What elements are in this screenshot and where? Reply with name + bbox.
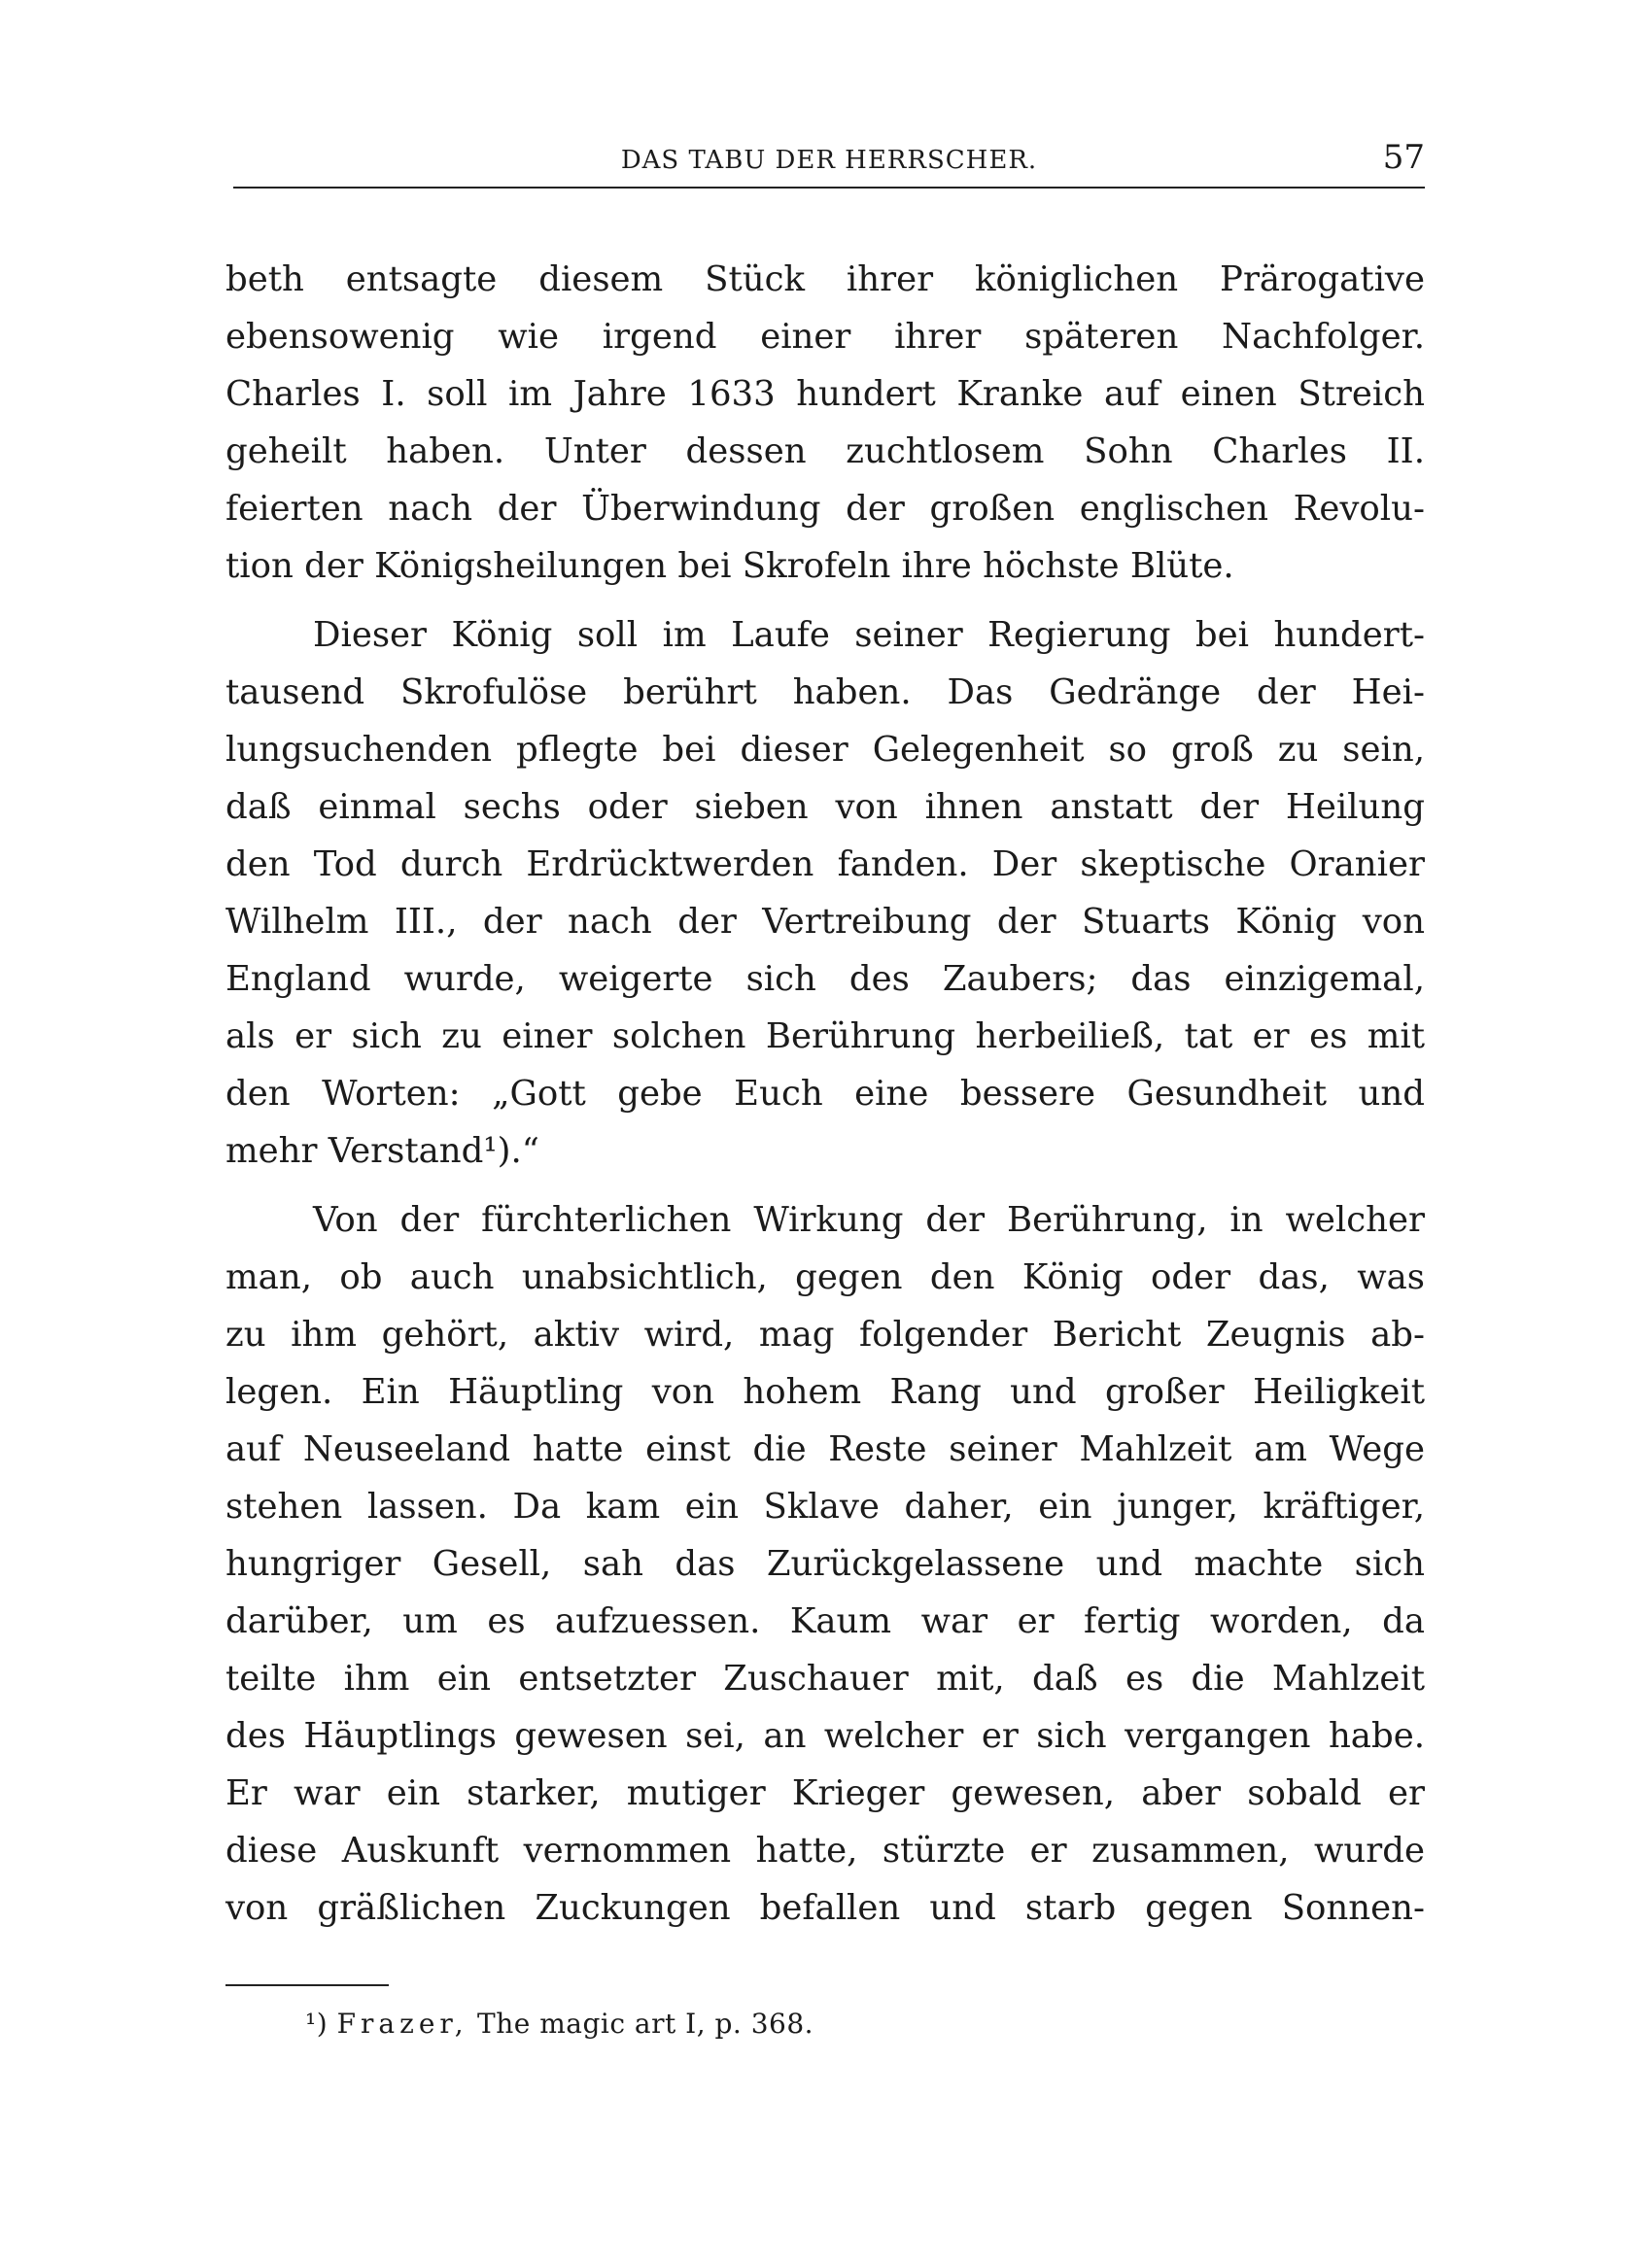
text-line: beth entsagte diesem Stück ihrer königlichen Prärogative [225,259,1425,299]
text-line: Wilhelm III., der nach der Vertreibung der Stuarts König von [225,902,1425,942]
footnote-text: The magic art I, p. 368. [477,2008,814,2040]
text-line: ebensowenig wie irgend einer ihrer späteren Nachfolger. [225,317,1425,357]
running-header [233,138,1425,189]
text-line: tausend Skrofulöse berührt haben. Das Gedränge der Hei- [225,672,1425,712]
text-line: Von der fürchterlichen Wirkung der Berührung, in welcher [313,1200,1425,1240]
text-line: Dieser König soll im Laufe seiner Regierung bei hundert- [313,615,1425,655]
text-line: von gräßlichen Zuckungen befallen und starb gegen Sonnen- [225,1888,1425,1928]
text-line: lungsuchenden pflegte bei dieser Gelegenheit so groß zu sein, [225,730,1425,770]
text-line: legen. Ein Häuptling von hohem Rang und großer Heiligkeit [225,1372,1425,1412]
text-line: den Worten: „Gott gebe Euch eine bessere Gesundheit und [225,1074,1425,1114]
text-line: feierten nach der Überwindung der großen englischen Revolu- [225,489,1425,529]
text-line: mehr Verstand¹).“ [225,1131,539,1171]
text-line: darüber, um es aufzuessen. Kaum war er fertig worden, da [225,1601,1425,1641]
page-number: 57 [1382,138,1425,177]
text-line: des Häuptlings gewesen sei, an welcher er sich vergangen habe. [225,1716,1425,1756]
text-line: Charles I. soll im Jahre 1633 hundert Kranke auf einen Streich [225,374,1425,414]
footnote-marker: ¹) [305,2008,329,2040]
text-line: diese Auskunft vernommen hatte, stürzte er zusammen, wurde [225,1831,1425,1871]
text-line: zu ihm gehört, aktiv wird, mag folgender Bericht Zeugnis ab- [225,1315,1425,1355]
text-line: als er sich zu einer solchen Berührung herbeiließ, tat er es mit [225,1016,1425,1056]
running-title: DAS TABU DER HERRSCHER. [620,146,1038,175]
text-line: tion der Königsheilungen bei Skrofeln ihre höchste Blüte. [225,546,1234,586]
body-text [225,251,1425,1937]
footnote-divider [225,1984,389,1986]
text-line: Er war ein starker, mutiger Krieger gewesen, aber sobald er [225,1773,1425,1813]
text-line: stehen lassen. Da kam ein Sklave daher, ein junger, kräftiger, [225,1487,1425,1527]
text-line: hungriger Gesell, sah das Zurückgelassene und machte sich [225,1544,1425,1584]
text-line: man, ob auch unabsichtlich, gegen den König oder das, was [225,1257,1425,1297]
text-line: geheilt haben. Unter dessen zuchtlosem Sohn Charles II. [225,431,1425,471]
text-line: daß einmal sechs oder sieben von ihnen anstatt der Heilung [225,787,1425,827]
text-line: teilte ihm ein entsetzter Zuschauer mit, daß es die Mahlzeit [225,1659,1425,1699]
text-line: England wurde, weigerte sich des Zaubers; das einzigemal, [225,959,1425,999]
footnote [305,2008,814,2040]
text-line: den Tod durch Erdrücktwerden fanden. Der skeptische Oranier [225,844,1425,884]
footnote-author: Frazer, [336,2008,468,2040]
text-line: auf Neuseeland hatte einst die Reste seiner Mahlzeit am Wege [225,1429,1425,1469]
